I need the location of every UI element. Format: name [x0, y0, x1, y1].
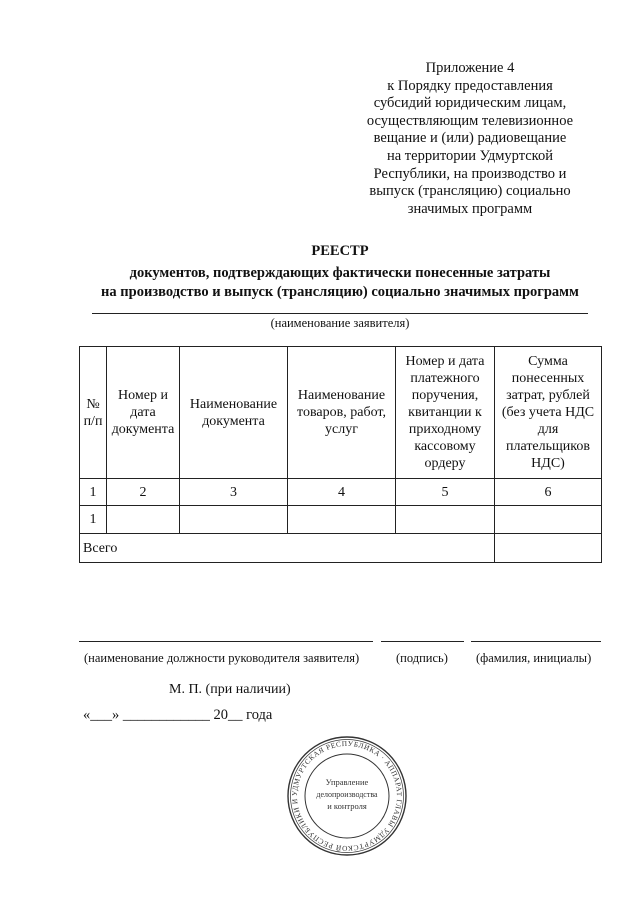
column-number-cell: 4	[288, 479, 396, 506]
appendix-line: на территории Удмуртской	[386, 147, 553, 164]
official-stamp	[286, 735, 408, 857]
appendix-line: к Порядку предоставления	[387, 77, 553, 94]
table-row	[80, 506, 602, 534]
total-amount-cell[interactable]	[495, 534, 602, 563]
header-cell-payment-order: Номер и дата платежного поручения, квитанции к приходному кассовому ордеру	[396, 347, 495, 479]
header-cell-doc-number-date: Номер и дата документа	[107, 347, 180, 479]
stamp-inner-line: и контроля	[327, 801, 367, 811]
doc-name-cell[interactable]	[180, 506, 288, 534]
appendix-line: выпуск (трансляцию) социально	[369, 183, 571, 200]
document-title: РЕЕСТР	[311, 243, 369, 259]
appendix-block	[360, 60, 580, 218]
stamp-inner-line: делопроизводства	[316, 790, 378, 799]
stamp-inner-line: Управление	[325, 777, 369, 787]
appendix-line: субсидий юридическим лицам,	[373, 95, 567, 112]
column-number-cell: 3	[180, 479, 288, 506]
applicant-name-line[interactable]	[92, 313, 588, 314]
applicant-name-caption: (наименование заявителя)	[270, 316, 410, 330]
signature-caption: (подпись)	[396, 651, 448, 665]
column-number-cell: 6	[495, 479, 602, 506]
column-number-cell: 5	[396, 479, 495, 506]
document-subtitle-line1: документов, подтверждающих фактически понесенные затраты	[129, 265, 551, 281]
header-cell-doc-name: Наименование документа	[180, 347, 288, 479]
row-number-cell: 1	[80, 506, 107, 534]
payment-order-cell[interactable]	[396, 506, 495, 534]
date-line: «___» ____________ 20__ года	[83, 707, 273, 723]
total-label: Всего	[80, 534, 495, 563]
appendix-line: Республики, на производство и	[373, 165, 567, 182]
goods-services-cell[interactable]	[288, 506, 396, 534]
amount-cell[interactable]	[495, 506, 602, 534]
stamp-seal-graphic	[286, 735, 408, 857]
name-signature-line[interactable]	[471, 641, 601, 642]
stamp-outer-text: УДМУРТСКАЯ РЕСПУБЛИКА · АППАРАТ ГЛАВЫ УДМУРТСКОЙ РЕСПУБЛИКИ И	[289, 738, 405, 854]
total-row	[80, 534, 602, 563]
name-caption: (фамилия, инициалы)	[476, 651, 592, 665]
seal-note: М. П. (при наличии)	[169, 682, 291, 697]
header-cell-amount: Сумма понесенных затрат, рублей (без учета НДС для плательщиков НДС)	[495, 347, 602, 479]
column-number-row	[80, 479, 602, 506]
position-caption: (наименование должности руководителя заявителя)	[84, 651, 360, 665]
table-header-row	[80, 347, 602, 479]
registry-table	[79, 346, 602, 563]
appendix-line: Приложение 4	[425, 60, 515, 76]
appendix-line: значимых программ	[407, 200, 533, 217]
position-signature-line[interactable]	[79, 641, 373, 642]
column-number-cell: 2	[107, 479, 180, 506]
column-number-cell: 1	[80, 479, 107, 506]
signature-line[interactable]	[381, 641, 464, 642]
doc-number-date-cell[interactable]	[107, 506, 180, 534]
header-cell-number: № п/п	[80, 347, 107, 479]
appendix-line: вещание и (или) радиовещание	[373, 130, 567, 147]
document-subtitle-line2: на производство и выпуск (трансляцию) социально значимых программ	[101, 284, 579, 300]
appendix-line: осуществляющим телевизионное	[366, 112, 574, 129]
header-cell-goods-services: Наименование товаров, работ, услуг	[288, 347, 396, 479]
